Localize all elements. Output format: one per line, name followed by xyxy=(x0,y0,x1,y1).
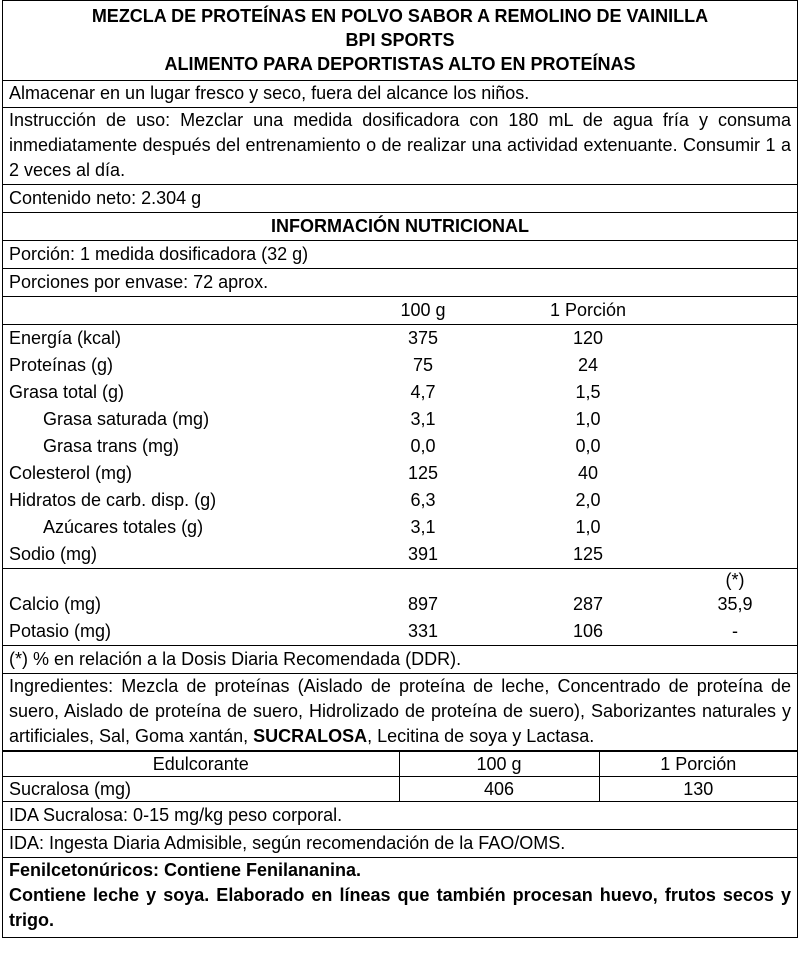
nutrient-row xyxy=(3,541,797,569)
nutrient-per-portion: 40 xyxy=(577,463,599,483)
nutrient-per-portion: 2,0 xyxy=(575,490,601,510)
nutrient-name: Azúcares totales (g) xyxy=(43,517,204,537)
nutrient-name: Energía (kcal) xyxy=(9,328,122,348)
sweetener-col-name: Edulcorante xyxy=(3,752,399,777)
nutrition-table xyxy=(3,297,797,646)
nutrient-row xyxy=(3,406,797,433)
ingredients-sucralose: SUCRALOSA xyxy=(253,726,368,746)
mineral-per-100g: 897 xyxy=(407,594,439,614)
nutrient-name: Proteínas (g) xyxy=(9,355,114,375)
sweetener-col-100g: 100 g xyxy=(399,752,599,777)
servings-per-container: Porciones por envase: 72 aprox. xyxy=(3,269,797,297)
sweetener-header xyxy=(3,752,797,777)
ingredients-suffix: , Lecitina de soya y Lactasa. xyxy=(367,726,595,746)
product-header xyxy=(3,1,797,81)
mineral-row xyxy=(3,618,797,646)
mineral-name: Potasio (mg) xyxy=(3,618,343,646)
nutrient-per-100g: 125 xyxy=(407,463,439,483)
nutrient-per-100g: 75 xyxy=(412,355,434,375)
nutrient-row xyxy=(3,433,797,460)
nutrient-name: Grasa total (g) xyxy=(9,382,125,402)
nutrient-row xyxy=(3,325,797,353)
nutrient-per-portion: 1,0 xyxy=(575,409,601,429)
ingredients-text xyxy=(3,674,797,751)
sweetener-100g: 406 xyxy=(399,777,599,802)
sweetener-col-portion: 1 Porción xyxy=(599,752,797,777)
brand-name: BPI SPORTS xyxy=(345,30,455,50)
mineral-rows xyxy=(3,591,797,646)
nutrition-table-header xyxy=(3,297,797,325)
nutrient-per-100g: 3,1 xyxy=(410,517,436,537)
net-content: Contenido neto: 2.304 g xyxy=(3,185,797,213)
col-100g-header: 100 g xyxy=(343,297,503,325)
nutrient-per-100g: 391 xyxy=(343,541,503,569)
nutrient-per-portion: 24 xyxy=(577,355,599,375)
ingredients-prefix: Ingredientes: Mezcla de proteínas (Aislado de proteína de leche, Concentrado de proteína de suero, Aislado de proteína de suero, Hidrolizado de proteína de suero), Saborizantes naturales y artificiales, Sal, Goma xantán, xyxy=(9,676,791,746)
mineral-per-100g: 331 xyxy=(343,618,503,646)
mineral-per-portion: 106 xyxy=(503,618,673,646)
nutrient-per-100g: 3,1 xyxy=(410,409,436,429)
serving-size: Porción: 1 medida dosificadora (32 g) xyxy=(3,241,797,269)
nutrition-title: INFORMACIÓN NUTRICIONAL xyxy=(3,213,797,241)
nutrient-row xyxy=(3,514,797,541)
nutrient-name: Grasa trans (mg) xyxy=(43,436,180,456)
ida-definition: IDA: Ingesta Diaria Admisible, según recomendación de la FAO/OMS. xyxy=(3,830,797,858)
nutrient-rows xyxy=(3,325,797,569)
sweetener-portion: 130 xyxy=(599,777,797,802)
nutrient-row xyxy=(3,487,797,514)
mineral-ddr: 35,9 xyxy=(717,594,753,614)
phenylketonurics-warning: Fenilcetonúricos: Contiene Fenilananina. xyxy=(9,860,362,880)
nutrition-label xyxy=(2,0,798,938)
nutrient-name: Sodio (mg) xyxy=(3,541,343,569)
col-portion-header: 1 Porción xyxy=(503,297,673,325)
product-category: ALIMENTO PARA DEPORTISTAS ALTO EN PROTEÍNAS xyxy=(164,54,636,74)
nutrient-name: Colesterol (mg) xyxy=(9,463,133,483)
nutrient-per-100g: 4,7 xyxy=(410,382,436,402)
warnings xyxy=(3,858,797,937)
ddr-header: (*) xyxy=(725,570,745,590)
sweetener-table xyxy=(3,751,797,802)
nutrient-per-100g: 0,0 xyxy=(410,436,436,456)
header-blank xyxy=(3,297,343,325)
nutrient-row xyxy=(3,460,797,487)
mineral-row xyxy=(3,591,797,618)
ddr-footnote: (*) % en relación a la Dosis Diaria Recomendada (DDR). xyxy=(3,646,797,674)
ddr-header-row xyxy=(3,569,797,592)
allergen-warning: Contiene leche y soya. Elaborado en líneas que también procesan huevo, frutos secos y trigo. xyxy=(9,885,791,930)
ida-sucralose: IDA Sucralosa: 0-15 mg/kg peso corporal. xyxy=(3,802,797,830)
storage-text: Almacenar en un lugar fresco y seco, fuera del alcance los niños. xyxy=(3,81,797,108)
nutrient-per-portion: 1,0 xyxy=(575,517,601,537)
mineral-ddr: - xyxy=(673,618,797,646)
nutrient-per-portion: 125 xyxy=(503,541,673,569)
product-name: MEZCLA DE PROTEÍNAS EN POLVO SABOR A REMOLINO DE VAINILLA xyxy=(91,6,709,26)
nutrient-row xyxy=(3,352,797,379)
mineral-per-portion: 287 xyxy=(572,594,604,614)
nutrient-per-portion: 0,0 xyxy=(575,436,601,456)
nutrient-name: Hidratos de carb. disp. (g) xyxy=(9,490,217,510)
nutrient-row xyxy=(3,379,797,406)
nutrient-per-100g: 375 xyxy=(407,328,439,348)
instructions-text: Instrucción de uso: Mezclar una medida dosificadora con 180 mL de agua fría y consuma inmediatamente después del entrenamiento o de realizar una actividad extenuante. Consumir 1 a 2 veces al día. xyxy=(3,108,797,185)
sweetener-name: Sucralosa (mg) xyxy=(3,777,399,802)
mineral-name: Calcio (mg) xyxy=(9,594,102,614)
nutrient-per-100g: 6,3 xyxy=(410,490,436,510)
nutrient-per-portion: 1,5 xyxy=(575,382,601,402)
nutrient-per-portion: 120 xyxy=(572,328,604,348)
nutrient-name: Grasa saturada (mg) xyxy=(43,409,210,429)
sweetener-row xyxy=(3,777,797,802)
